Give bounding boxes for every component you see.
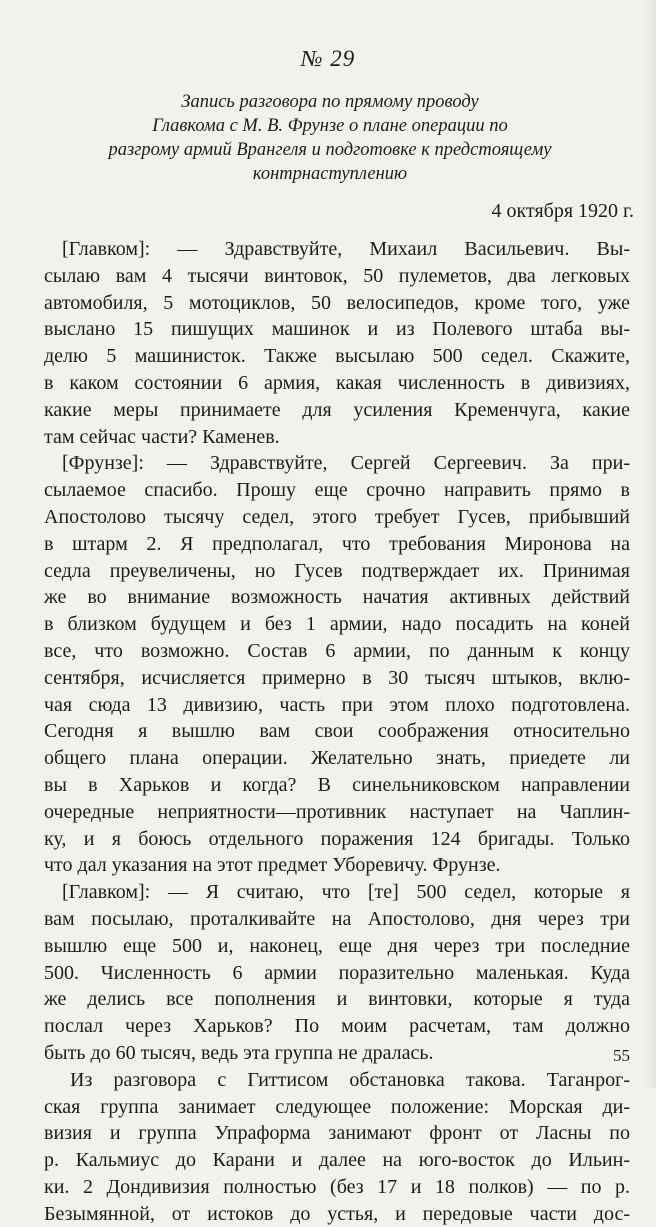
body-line: сылаю вам 4 тысячи винтовок, 50 пулеметов, два легковых — [44, 264, 630, 287]
body-line: там сейчас части? Каменев. — [44, 425, 280, 448]
body-line: Сегодня я вышлю вам свои соображения относительно — [44, 720, 630, 743]
body-line: очередные неприятности—противник наступает на Чаплин- — [44, 800, 630, 823]
body-line: сентября, исчисляется примерно в 30 тысяч штыков, вклю- — [44, 666, 630, 689]
title-line: Запись разговора по прямому проводу — [181, 92, 479, 112]
body-line: ки. 2 Дондивизия полностью (без 17 и 18 полков) — по р. — [44, 1175, 630, 1198]
body-line: сылаемое спасибо. Прошу еще срочно направить прямо в — [44, 479, 630, 502]
body-line: [Фрунзе]: — Здравствуйте, Сергей Сергеевич. За при- — [62, 452, 630, 475]
page-edge-shadow — [642, 0, 656, 1088]
body-line: Безымянной, от истоков до устья, и передовые части дос- — [44, 1202, 630, 1225]
body-line: все, что возможно. Состав 6 армии, по данным к концу — [44, 639, 630, 662]
body-line: в каком состоянии 6 армия, какая численность в дивизиях, — [44, 371, 630, 394]
body-line: 500. Численность 6 армии поразительно маленькая. Куда — [44, 961, 630, 984]
document-number: № 29 — [300, 46, 356, 71]
body-line: визия и группа Упраформа занимают фронт от Ласны по — [44, 1122, 630, 1145]
body-line: общего плана операции. Желательно знать, приедете ли — [44, 747, 630, 770]
body-line: автомобиля, 5 мотоциклов, 50 велосипедов, кроме того, уже — [44, 291, 630, 314]
body-line: [Главком]: — Здравствуйте, Михаил Васильевич. Вы- — [62, 238, 630, 260]
body-line: вышлю еще 500 и, наконец, еще дня через три последние — [44, 934, 630, 957]
body-line: вам посылаю, проталкивайте на Апостолово, дня через три — [44, 907, 630, 930]
body-line: какие меры принимаете для усиления Кременчуга, какие — [44, 398, 630, 421]
body-line: послал через Харьков? По моим расчетам, там должно — [44, 1015, 630, 1038]
body-line: ку, и я боюсь отдельного поражения 124 бригады. Только — [44, 827, 630, 850]
body-line: что дал указания на этот предмет Уборевичу. Фрунзе. — [44, 854, 501, 877]
body-line: р. Кальмиус до Карани и далее на юго-восток до Ильин- — [44, 1149, 630, 1172]
body-line: Из разговора с Гиттисом обстановка такова. Таганрог- — [70, 1068, 630, 1091]
title-line: разгрому армий Врангеля и подготовке к предстоящему — [108, 140, 552, 160]
body-line: же во внимание возможность начатия активных действий — [44, 586, 630, 609]
document-date: 4 октября 1920 г. — [491, 200, 634, 222]
document-body — [44, 236, 630, 1227]
body-line: выслано 15 пишущих машинок и из Полевого штаба вы- — [44, 318, 630, 341]
body-line: в штарм 2. Я предполагал, что требования Миронова на — [44, 532, 630, 555]
title-line: Главкома с М. В. Фрунзе о плане операции по — [152, 116, 508, 136]
body-line: Апостолово тысячу седел, этого требует Гусев, прибывший — [44, 505, 630, 528]
body-line: делю 5 машинисток. Также высылаю 500 седел. Скажите, — [44, 345, 630, 368]
body-line: в близком будущем и без 1 армии, надо посадить на коней — [44, 613, 630, 636]
body-line: быть до 60 тысяч, ведь эта группа не дралась. — [44, 1041, 434, 1064]
body-line: чая сюда 13 дивизию, часть при этом плохо подготовлена. — [44, 693, 630, 716]
body-line: седла преувеличены, но Гусев подтверждает их. Принимая — [44, 559, 630, 582]
document-title — [60, 90, 600, 186]
body-line: ская группа занимает следующее положение: Морская ди- — [44, 1095, 630, 1118]
body-line: вы в Харьков и когда? В синельниковском направлении — [44, 773, 630, 796]
body-line: [Главком]: — Я считаю, что [те] 500 седел, которые я — [62, 881, 630, 904]
page-number: 55 — [613, 1046, 630, 1065]
title-line: контрнаступлению — [252, 164, 408, 184]
body-line: же делись все пополнения и винтовки, которые я туда — [44, 988, 630, 1011]
